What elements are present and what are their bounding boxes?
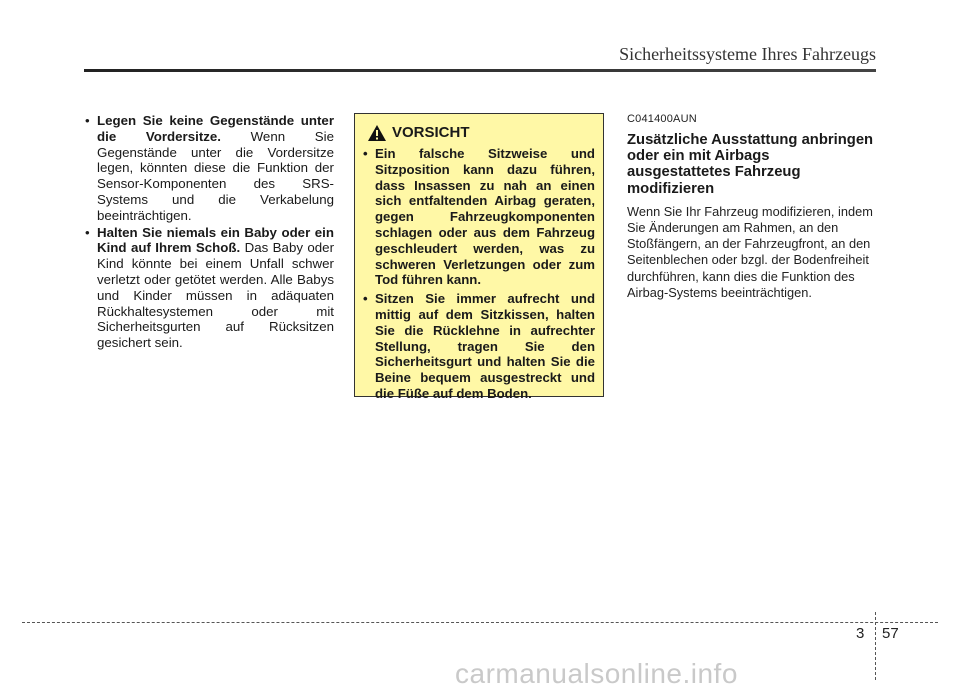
warning-header — [367, 124, 470, 142]
list-item-text: Wenn Sie Gegenstände unter die Vordersitze legen, könnten diese die Funktion der Sensor-Komponenten des SRS-Systems und die Verkabelung beeinträchtigen. — [97, 128, 334, 223]
page-number: 57 — [882, 625, 899, 642]
list-item-lead: Legen Sie keine Gegenstände unter die Vordersitze. — [97, 113, 334, 144]
footer-divider — [875, 612, 876, 680]
warning-item: • Sitzen Sie immer aufrecht und mittig auf dem Sitzkissen, halten Sie die Rücklehne in aufrechter Stellung, tragen Sie den Sicherheitsgurt und halten Sie die Beine bequem ausgestreckt und die Füße auf dem Boden. — [363, 291, 595, 402]
warning-item: • Ein falsche Sitzweise und Sitzposition kann dazu führen, dass Insassen zu nah an einen sich entfaltenden Airbag geraten, gegen Fahrzeugkomponenten schlagen oder aus dem Fahrzeug geschleudert werden, was zu schweren Verletzungen oder zum Tod führen kann. — [363, 146, 595, 288]
page-header-title: Sicherheitssysteme Ihres Fahrzeugs — [619, 44, 876, 64]
header-rule — [84, 69, 876, 72]
warning-title: VORSICHT — [392, 124, 470, 142]
section-code: C041400AUN — [627, 113, 697, 125]
section-title: Zusätzliche Ausstattung anbringen oder ein mit Airbags ausgestattetes Fahrzeug modifizieren — [627, 132, 874, 197]
chapter-number: 3 — [856, 625, 865, 642]
list-item-lead: Halten Sie niemals ein Baby oder ein Kind auf Ihrem Schoß. — [97, 224, 334, 256]
warning-list — [363, 146, 595, 405]
list-item-text: Das Baby oder Kind könnte bei einem Unfall schwer verletzt oder getötet werden. Alle Babys und Kinder müssen in adäquaten Rückhaltesystemen oder mit Sicherheitsgurten auf Rücksitzen gesichert sein. — [97, 240, 335, 351]
footer-line — [22, 622, 938, 623]
right-column — [627, 113, 877, 301]
left-column — [84, 113, 334, 352]
list-item — [84, 113, 334, 224]
list-item — [84, 225, 334, 351]
section-body: Wenn Sie Ihr Fahrzeug modifizieren, indem Sie Änderungen am Rahmen, an den Stoßfängern, an der Fahrzeugfront, an den Seitenblechen oder bzgl. der Bodenfreiheit durchführen, kann dies die Funktion des Airbag-Systems beeinträchtigen. — [627, 203, 873, 300]
warning-box — [354, 113, 604, 401]
bullet-list — [84, 113, 334, 351]
watermark: carmanualsonline.info — [455, 658, 738, 689]
warning-triangle-icon — [367, 124, 387, 142]
